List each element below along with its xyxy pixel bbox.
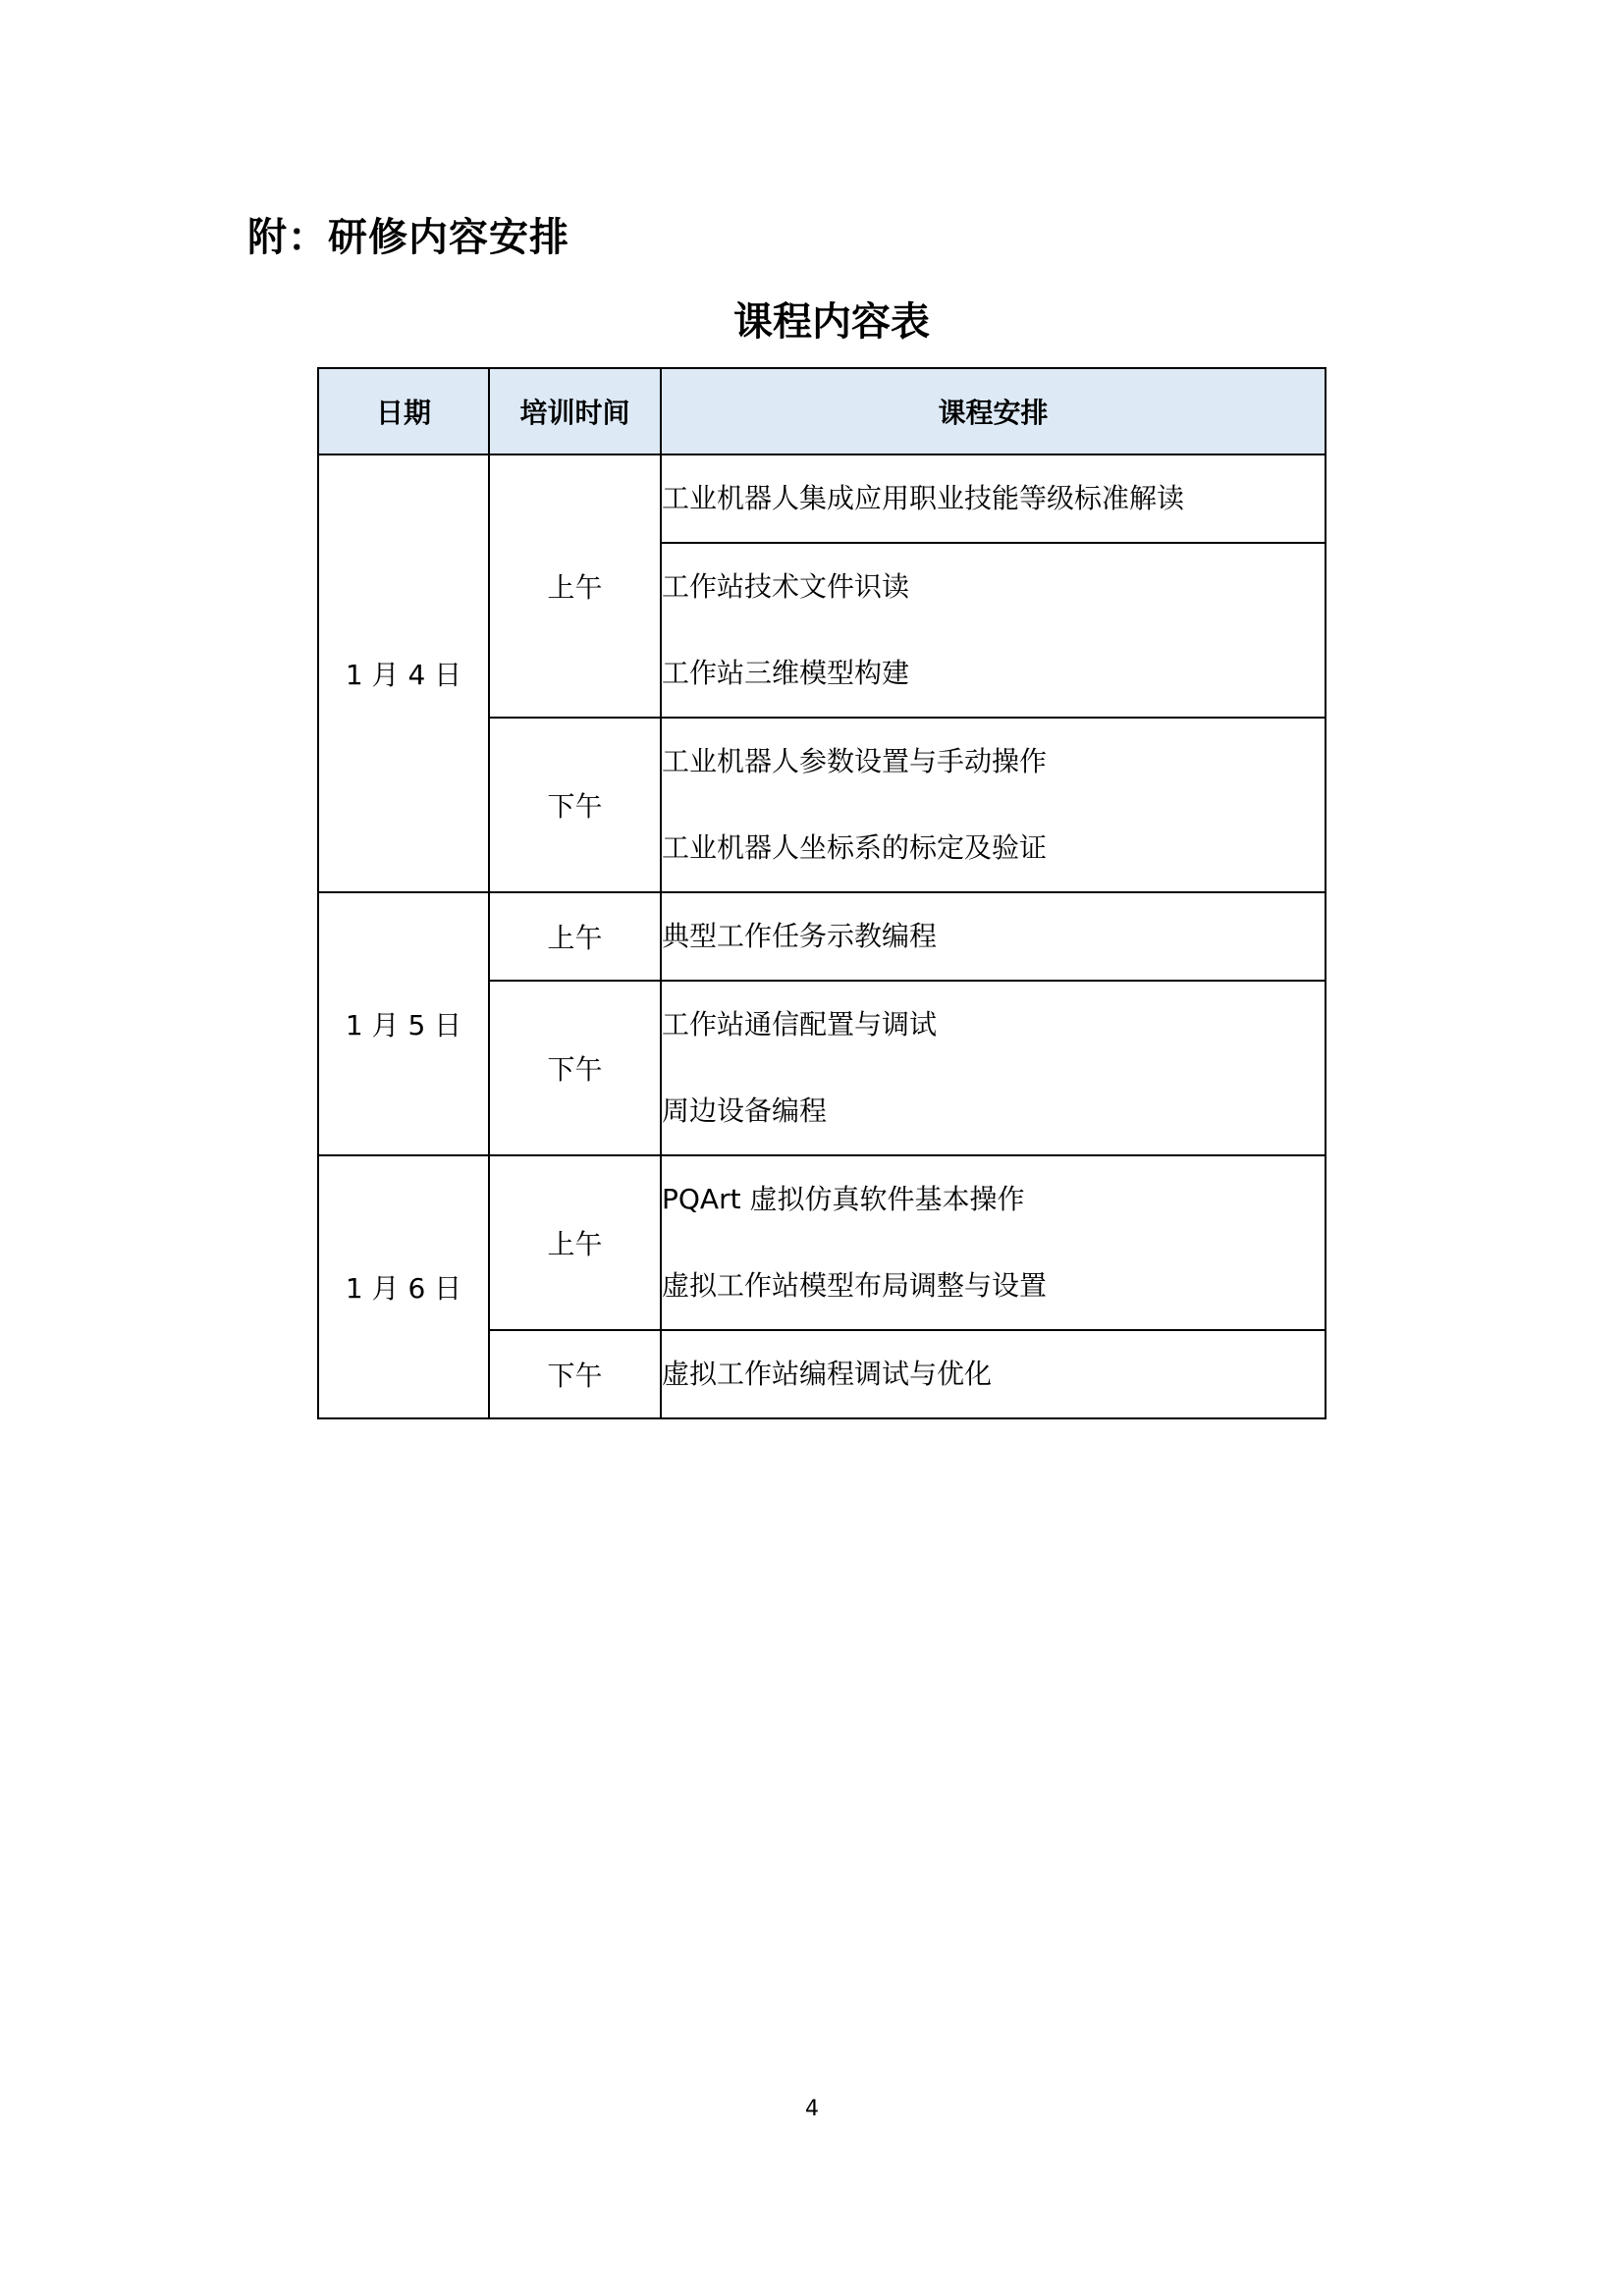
page-number: 4 [805, 2097, 819, 2121]
date-cell: 1 月 5 日 [318, 892, 489, 1155]
header-course: 课程安排 [661, 368, 1326, 454]
table-header-row [318, 368, 1326, 454]
time-cell: 上午 [489, 454, 661, 718]
date-cell: 1 月 4 日 [318, 454, 489, 892]
course-cell [661, 1330, 1326, 1418]
course-cell [661, 1155, 1326, 1330]
time-cell: 上午 [489, 892, 661, 981]
course-item: 工业机器人集成应用职业技能等级标准解读 [662, 482, 1185, 514]
header-date: 日期 [318, 368, 489, 454]
table-row [318, 892, 1326, 981]
course-cell [661, 981, 1326, 1155]
course-item: 周边设备编程 [662, 1095, 828, 1127]
time-cell: 下午 [489, 1330, 661, 1418]
table-row [318, 1155, 1326, 1330]
course-item: 典型工作任务示教编程 [662, 920, 938, 952]
course-item: 工业机器人参数设置与手动操作 [662, 745, 1048, 777]
course-item: PQArt 虚拟仿真软件基本操作 [662, 1183, 1025, 1215]
course-item: 工作站通信配置与调试 [662, 1008, 938, 1041]
course-cell [661, 454, 1326, 543]
course-item: 工作站三维模型构建 [662, 657, 910, 689]
course-schedule-table [317, 367, 1326, 1419]
course-item: 虚拟工作站编程调试与优化 [662, 1358, 993, 1390]
date-cell: 1 月 6 日 [318, 1155, 489, 1418]
course-item: 工作站技术文件识读 [662, 570, 910, 603]
course-cell [661, 718, 1326, 892]
time-cell: 下午 [489, 981, 661, 1155]
table-row [318, 454, 1326, 543]
header-time: 培训时间 [489, 368, 661, 454]
section-heading: 附：研修内容安排 [247, 215, 569, 260]
course-cell [661, 892, 1326, 981]
table-title: 课程内容表 [733, 299, 930, 345]
time-cell: 下午 [489, 718, 661, 892]
course-item: 工业机器人坐标系的标定及验证 [662, 831, 1048, 864]
course-cell [661, 543, 1326, 718]
course-item: 虚拟工作站模型布局调整与设置 [662, 1269, 1048, 1302]
time-cell: 上午 [489, 1155, 661, 1330]
